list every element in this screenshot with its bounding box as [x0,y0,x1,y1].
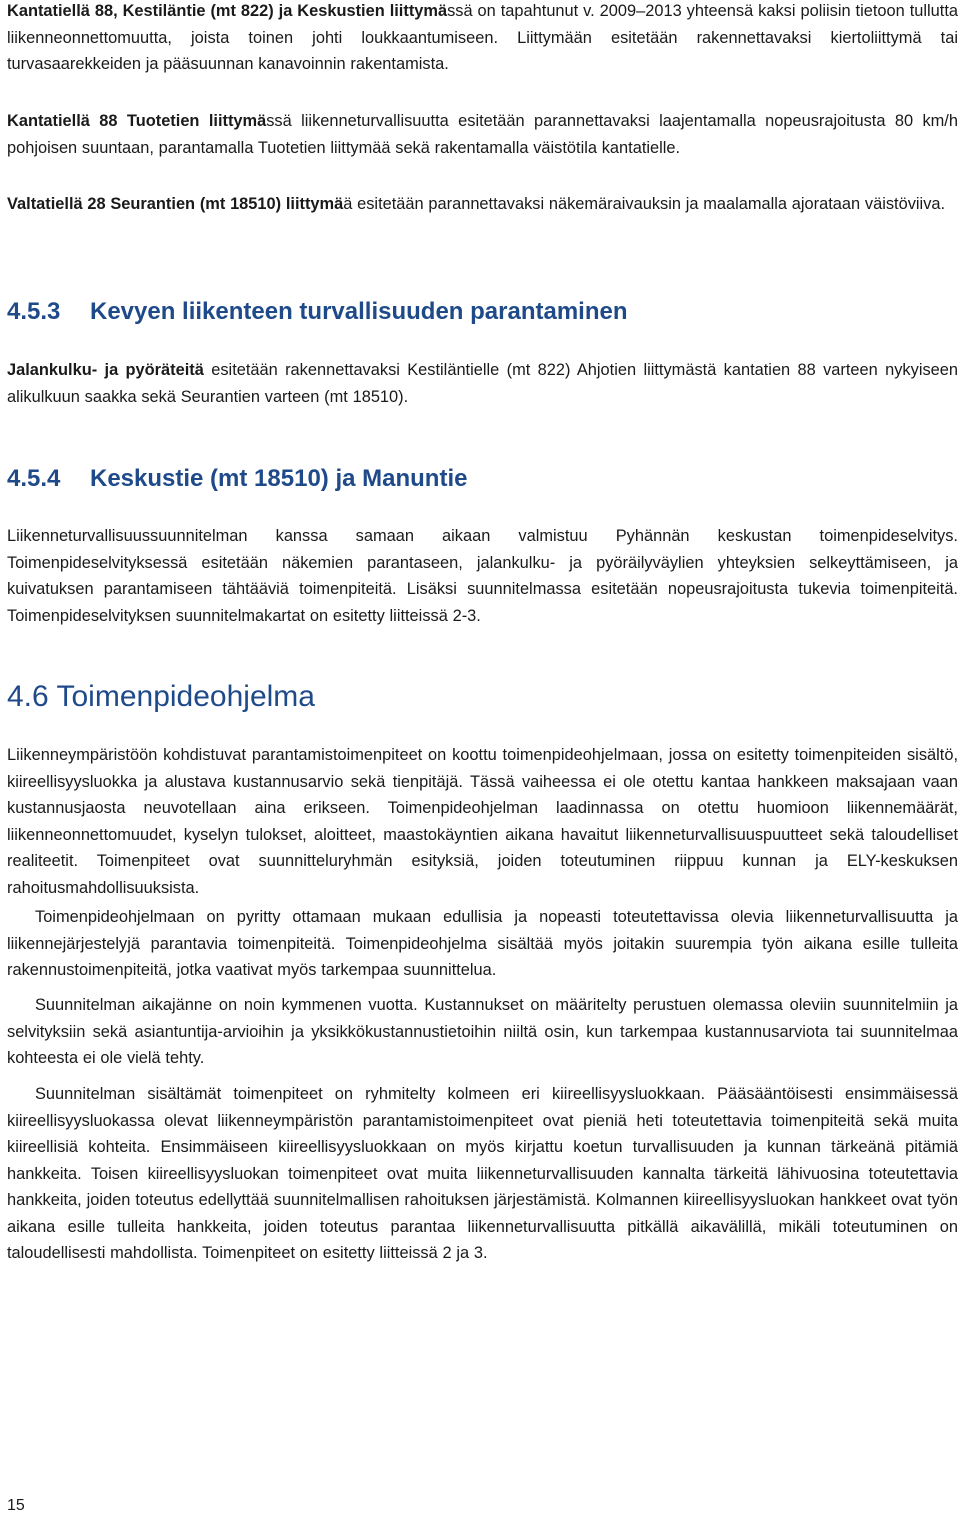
paragraph-tuotetie-junction [7,108,958,161]
paragraph-text: esitetään rakennettavaksi Kestiläntielle (mt 822) Ahjotien liittymästä kantatien 88 varteen nykyiseen alikulkuun saakka sekä Seurantien varteen (mt 18510). [7,361,958,406]
paragraph-keskustie: Liikenneturvallisuussuunnitelman kanssa samaan aikaan valmistuu Pyhännän keskustan toimenpideselvitys. Toimenpideselvityksessä esitetään näkemien parantaseen, jalankulku- ja pyöräilyväylien yhteyksien selkeyttämiseen, ja kuivatuksen parantamiseen tähtääviä toimenpiteitä. Lisäksi suunnitelmassa esitetään nopeusrajoitusta tukevia toimenpiteitä. Toimenpideselvityksen suunnitelmakartat on esitetty liitteissä 2-3. [7,527,958,625]
bold-lead: Kantatiellä 88, Kestiläntie (mt 822) ja Keskustien liittymä [7,2,448,20]
heading-4-5-4 [7,464,467,494]
paragraph-seurantie-junction [7,191,958,218]
paragraph-text: ä esitetään parannettavaksi näkemäraivauksin ja maalamalla ajorataan väistöviiva. [343,195,946,213]
heading-title: Kevyen liikenteen turvallisuuden parantaminen [90,298,628,325]
bold-lead: Kantatiellä 88 Tuotetien liittymä [7,112,267,130]
paragraph-text: ssä on tapahtunut v. 2009–2013 yhteensä kaksi poliisin tietoon tullutta liikenneonnettomuutta, joista toinen johti loukkaantumiseen. Liittymään esitetään rakennettavaksi kiertoliittymä tai turvasaarekkeiden ja pääsuunnan kanavoinnin rakentamista. [7,2,958,73]
paragraph-urgency-classes: Suunnitelman sisältämät toimenpiteet on ryhmitelty kolmeen eri kiireellisyysluokkaan. Pääsääntöisesti ensimmäisessä kiireellisyysluokassa olevat liikenneympäristön parantamistoimenpiteet ovat pieniä heti toteutettavia toimenpiteitä sekä muita kiireellisiä kohteita. Ensimmäiseen kiireellisyysluokkaan on myös kirjattu koetun turvallisuuden ja kunnan tärkeänä pitämiä hankkeita. Toisen kiireellisyysluokan toimenpiteet ovat muita liikenneturvallisuuden kannalta tärkeitä lähivuosina toteutettavia hankkeita, joiden toteutus edellyttää suunnitelmallisen rahoituksen järjestämistä. Kolmannen kiireellisyysluokan hankkeet ovat työn aikana esille tulleita hankkeita, joiden toteutus parantaa liikenneturvallisuutta pitkällä aikavälillä, mikäli toteutuminen on taloudellisesti mahdollista. Toimenpiteet on esitetty liitteissä 2 ja 3. [7,1085,958,1262]
paragraph-text: ssä liikenneturvallisuutta esitetään parannettavaksi laajentamalla nopeusrajoitusta 80 km/h pohjoisen suuntaan, parantamalla Tuotetien liittymää sekä rakentamalla väistötila kantatielle. [7,112,958,157]
paragraph-pedestrian-paths [7,357,958,410]
heading-number: 4.5.3 [7,298,61,325]
heading-4-5-3 [7,297,628,327]
heading-number: 4.5.4 [7,465,61,492]
paragraph-kestilantie-junction [7,0,958,78]
bold-lead: Valtatiellä 28 Seurantien (mt 18510) liittymä [7,195,344,213]
paragraph-program-intro: Liikenneympäristöön kohdistuvat parantamistoimenpiteet on koottu toimenpideohjelmaan, jossa on esitetty toimenpiteiden sisältö, kiireellisyysluokka ja alustava kustannusarvio sekä tienpitäjä. Tässä vaiheessa ei ole otettu kantaa hankkeen maksajaan vaan kustannusjaosta neuvotellaan aina erikseen. Toimenpideohjelman laadinnassa on otettu huomioon liikennemäärät, liikenneonnettomuudet, kyselyn tulokset, aloitteet, maastokäyntien aikana havaitut liikenneturvallisuuspuutteet sekä taloudelliset realiteetit. Toimenpiteet ovat suunnitteluryhmän esityksiä, joiden toteutuminen riippuu kunnan ja ELY-keskuksen rahoitusmahdollisuuksista. [7,746,958,897]
heading-title: Keskustie (mt 18510) ja Manuntie [90,465,468,492]
heading-4-6: 4.6 Toimenpideohjelma [7,680,315,713]
bold-lead: Jalankulku- ja pyöräteitä [7,361,204,379]
page-number: 15 [7,1497,25,1514]
paragraph-program-scope: Toimenpideohjelmaan on pyritty ottamaan mukaan edullisia ja nopeasti toteutettavissa olevia liikenneturvallisuutta ja liikennejärjestelyjä parantavia toimenpiteitä. Toimenpideohjelma sisältää myös joitakin suurempia työn aikana esille tulleita rakennustoimenpiteitä, jotka vaativat myös tarkempaa suunnittelua. [7,908,958,979]
paragraph-time-span: Suunnitelman aikajänne on noin kymmenen vuotta. Kustannukset on määritelty perustuen olemassa oleviin suunnitelmiin ja selvityksiin sekä asiantuntija-arvioihin ja yksikkökustannustietoihin niiltä osin, kun tarkempaa kustannusarviota tai suunnitelmaa kohteesta ei ole vielä tehty. [7,996,958,1067]
